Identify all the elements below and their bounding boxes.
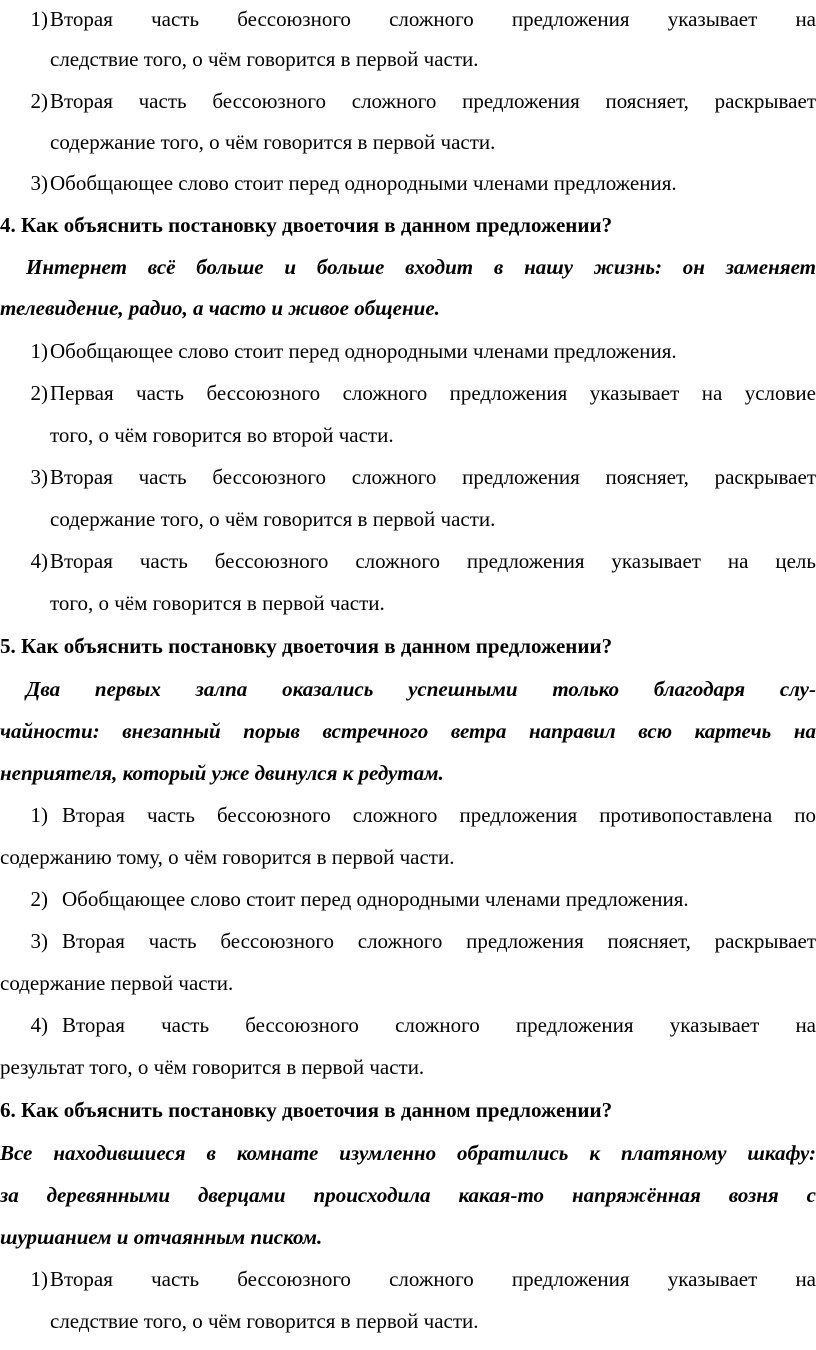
list-item [0, 794, 816, 836]
item-text: Вторая часть бессоюзного сложного предложения поясняет, раскрывает [50, 89, 816, 113]
item-text: Вторая часть бессоюзного сложного предложения указывает на цель [50, 549, 816, 573]
list-item [0, 372, 816, 414]
item-number: 1) [30, 7, 48, 31]
question-heading [0, 204, 816, 246]
list-item [0, 920, 816, 962]
item-number: 2) [30, 887, 48, 911]
list-item [0, 80, 816, 122]
list-item-continuation [0, 582, 816, 624]
item-text: содержание того, о чём говорится в первой части. [50, 130, 496, 154]
item-text: следствие того, о чём говорится в первой части. [50, 1309, 479, 1333]
example-sentence [0, 1216, 816, 1258]
list-item [0, 540, 816, 582]
item-number: 1) [30, 339, 48, 363]
item-number: 1) [30, 1267, 48, 1291]
item-text: Вторая часть бессоюзного сложного предложения противопоставлена по [62, 803, 816, 827]
list-item [0, 0, 816, 40]
question-text: 4. Как объяснить постановку двоеточия в данном предложении? [0, 213, 613, 237]
item-text: Вторая часть бессоюзного сложного предложения указывает на [50, 1267, 816, 1291]
list-item [0, 1004, 816, 1046]
item-number: 1) [30, 803, 48, 827]
item-text: содержанию тому, о чём говорится в первой части. [0, 845, 455, 869]
item-text: Вторая часть бессоюзного сложного предложения поясняет, раскрывает [62, 929, 816, 953]
list-item [0, 330, 816, 372]
list-item-continuation [0, 1046, 816, 1088]
list-item-continuation [0, 414, 816, 456]
example-text: Все находившиеся в комнате изумленно обратились к платяному шкафу: [0, 1141, 816, 1165]
item-number: 2) [30, 381, 48, 405]
item-text: Обобщающее слово стоит перед однородными членами предложения. [50, 339, 677, 363]
list-item-continuation [0, 38, 816, 80]
example-sentence [0, 752, 816, 794]
item-number: 3) [30, 465, 48, 489]
example-text: телевидение, радио, а часто и живое общение. [0, 296, 440, 320]
list-item-continuation [0, 121, 816, 163]
item-text: Обобщающее слово стоит перед однородными членами предложения. [50, 171, 677, 195]
item-number: 2) [30, 89, 48, 113]
list-item-continuation [0, 962, 816, 1004]
list-item [0, 456, 816, 498]
list-item-continuation [0, 498, 816, 540]
example-text: Интернет всё больше и больше входит в нашу жизнь: он заменяет [26, 255, 816, 279]
item-number: 4) [30, 549, 48, 573]
question-heading [0, 1089, 816, 1131]
list-item-continuation [0, 836, 816, 878]
item-text: результат того, о чём говорится в первой части. [0, 1055, 425, 1079]
item-number: 4) [30, 1013, 48, 1037]
example-sentence [0, 287, 816, 329]
item-text: Вторая часть бессоюзного сложного предложения указывает на [62, 1013, 816, 1037]
list-item [0, 878, 816, 920]
list-item [0, 1258, 816, 1300]
question-text: 6. Как объяснить постановку двоеточия в данном предложении? [0, 1098, 613, 1122]
example-sentence [0, 710, 816, 752]
example-text: за деревянными дверцами происходила какая-то напряжённая возня с [0, 1183, 816, 1207]
example-sentence [0, 668, 816, 710]
example-text: Два первых залпа оказались успешными только благодаря слу- [26, 677, 816, 701]
example-sentence [0, 1174, 816, 1216]
example-text: неприятеля, который уже двинулся к редутам. [0, 761, 444, 785]
item-text: содержание первой части. [0, 971, 234, 995]
item-text: того, о чём говорится во второй части. [50, 423, 394, 447]
item-text: того, о чём говорится в первой части. [50, 591, 385, 615]
example-text: шуршанием и отчаянным писком. [0, 1225, 323, 1249]
item-text: Вторая часть бессоюзного сложного предложения поясняет, раскрывает [50, 465, 816, 489]
item-number: 3) [30, 929, 48, 953]
item-text: Первая часть бессоюзного сложного предложения указывает на условие [50, 381, 816, 405]
item-text: Вторая часть бессоюзного сложного предложения указывает на [50, 7, 816, 31]
item-text: содержание того, о чём говорится в первой части. [50, 507, 496, 531]
item-text: следствие того, о чём говорится в первой части. [50, 47, 479, 71]
question-heading [0, 625, 816, 667]
example-sentence [0, 246, 816, 288]
list-item-continuation [0, 1300, 816, 1342]
item-number: 3) [30, 171, 48, 195]
list-item [0, 162, 816, 204]
example-sentence [0, 1132, 816, 1174]
item-text: Обобщающее слово стоит перед однородными членами предложения. [62, 887, 689, 911]
example-text: чайности: внезапный порыв встречного ветра направил всю картечь на [0, 719, 816, 743]
question-text: 5. Как объяснить постановку двоеточия в данном предложении? [0, 634, 613, 658]
